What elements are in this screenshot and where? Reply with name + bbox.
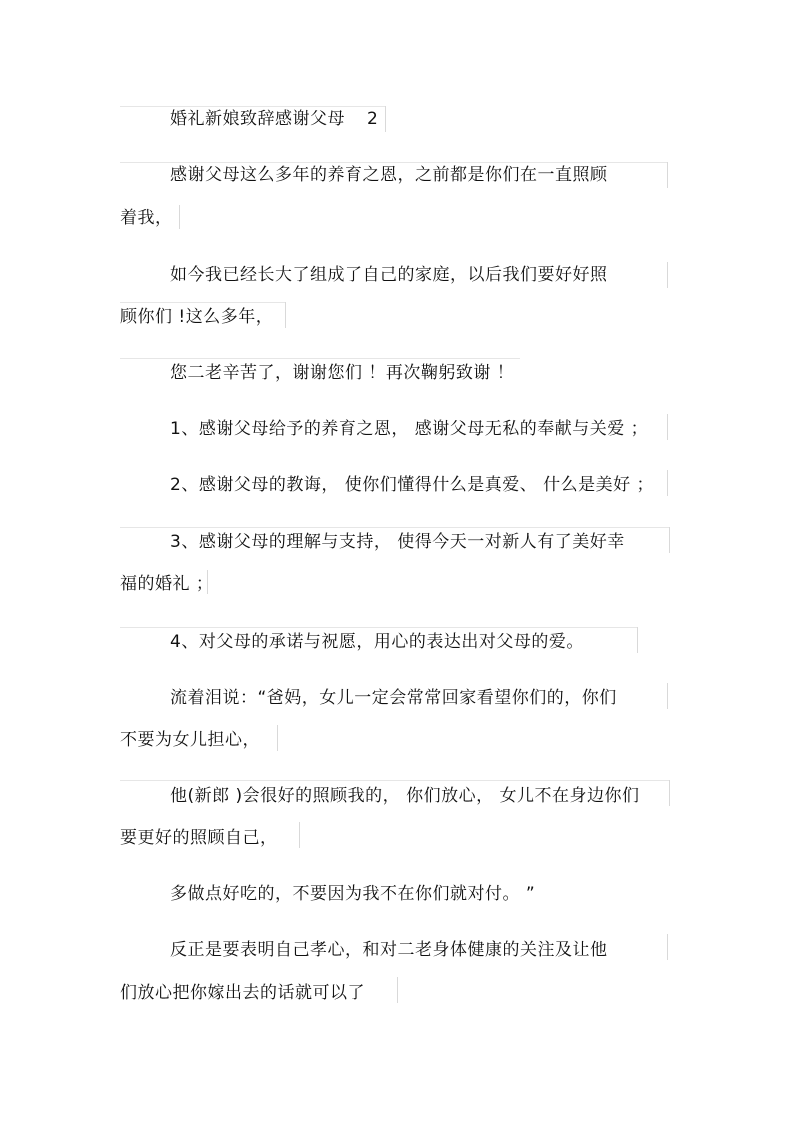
rule-line bbox=[120, 302, 285, 303]
rule-line bbox=[667, 162, 668, 188]
paragraph-line: 流着泪说：“爸妈，女儿一定会常常回家看望你们的，你们 bbox=[170, 688, 617, 708]
list-item: 4、对父母的承诺与祝愿，用心的表达出对父母的爱。 bbox=[170, 632, 584, 652]
rule-line bbox=[397, 977, 398, 1003]
list-item: 福的婚礼 ； bbox=[120, 574, 214, 594]
rule-line bbox=[669, 527, 670, 553]
paragraph-line: 们放心把你嫁出去的话就可以了 bbox=[120, 983, 365, 1003]
rule-line bbox=[385, 106, 386, 132]
rule-line bbox=[667, 934, 668, 960]
paragraph-line: 着我， bbox=[120, 208, 173, 228]
rule-line bbox=[120, 106, 385, 107]
rule-line bbox=[120, 627, 637, 628]
rule-line bbox=[120, 780, 669, 781]
title-number: 2 bbox=[367, 109, 379, 129]
rule-line bbox=[669, 780, 670, 806]
paragraph-line: 顾你们 !这么多年， bbox=[120, 307, 274, 327]
rule-line bbox=[637, 627, 638, 653]
rule-line bbox=[120, 527, 669, 528]
paragraph-line: 反正是要表明自己孝心，和对二老身体健康的关注及让他 bbox=[170, 940, 608, 960]
rule-line bbox=[667, 683, 668, 709]
rule-line bbox=[277, 725, 278, 751]
list-item: 2、感谢父母的教诲， 使你们懂得什么是真爱、 什么是美好 ； bbox=[170, 475, 655, 495]
title-text: 婚礼新娘致辞感谢父母 bbox=[170, 109, 345, 129]
paragraph-line: 如今我已经长大了组成了自己的家庭，以后我们要好好照 bbox=[170, 265, 608, 285]
rule-line bbox=[120, 358, 520, 359]
list-item: 1、感谢父母给予的养育之恩， 感谢父母无私的奉献与关爱 ； bbox=[170, 419, 649, 439]
rule-line bbox=[179, 205, 180, 229]
list-item: 3、感谢父母的理解与支持， 使得今天一对新人有了美好幸 bbox=[170, 532, 625, 552]
rule-line bbox=[120, 162, 667, 163]
rule-line bbox=[285, 302, 286, 328]
rule-line bbox=[299, 822, 300, 848]
paragraph-line: 他(新郎 )会很好的照顾我的， 你们放心， 女儿不在身边你们 bbox=[170, 786, 640, 806]
paragraph-line: 多做点好吃的，不要因为我不在你们就对付。 ” bbox=[170, 884, 536, 904]
rule-line bbox=[667, 470, 668, 496]
rule-line bbox=[667, 414, 668, 440]
paragraph-line: 不要为女儿担心， bbox=[120, 730, 260, 750]
rule-line bbox=[667, 262, 668, 288]
paragraph-line: 要更好的照顾自己， bbox=[120, 828, 278, 848]
document-title bbox=[170, 108, 378, 130]
paragraph-line: 您二老辛苦了，谢谢您们 ！再次鞠躬致谢 ！ bbox=[170, 363, 515, 383]
paragraph-line: 感谢父母这么多年的养育之恩，之前都是你们在一直照顾 bbox=[170, 165, 608, 185]
